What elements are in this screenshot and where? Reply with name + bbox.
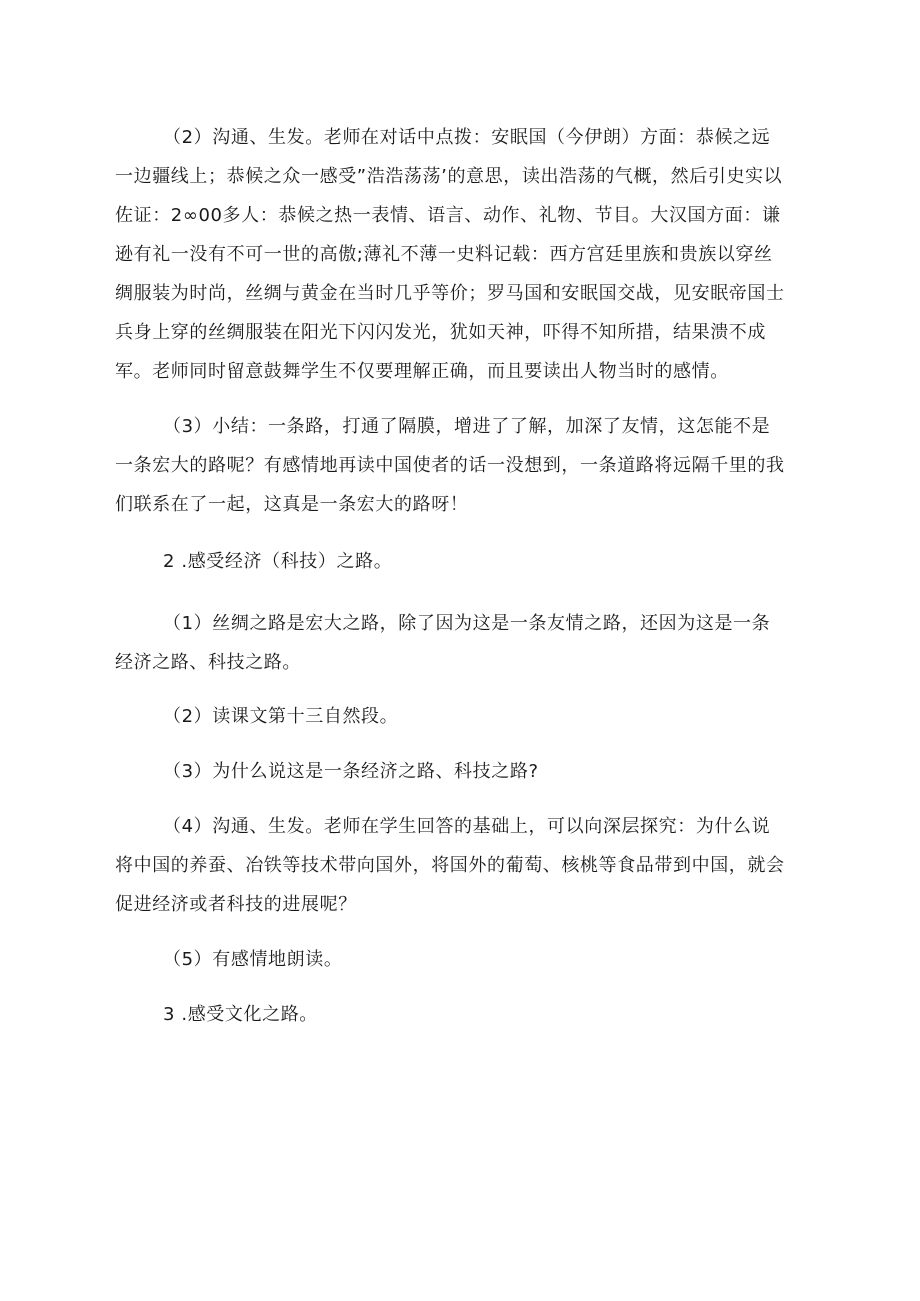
heading-economic-road: 2 .感受经济（科技）之路。 [163,551,393,572]
paragraph-diplomacy-dialogue: （2）沟通、生发。老师在对话中点拨：安眠国（今伊朗）方面：恭候之远一边疆线上；恭候之众一感受”浩浩荡荡’的意思，读出浩荡的气概，然后引史实以佐证：2∞00多人：恭候之热一表情、语言、动作、礼物、节目。大汉国方面：谦逊有礼一没有不可一世的高傲;薄礼不薄一史料记载：西方宫廷里族和贵族以穿丝绸服装为时尚，丝绸与黄金在当时几乎等价；罗马国和安眠国交战，见安眠帝国士兵身上穿的丝绸服装在阳光下闪闪发光，犹如天神，吓得不知所措，结果溃不成军。老师同时留意鼓舞学生不仅要理解正确，而且要读出人物当时的感情。 [115,127,785,382]
paragraph-economic-1: （1）丝绸之路是宏大之路，除了因为这是一条友情之路，还因为这是一条经济之路、科技之路。 [115,613,771,673]
heading-culture-road: 3 .感受文化之路。 [163,1004,318,1025]
paragraph-economic-2: （2）读课文第十三自然段。 [163,706,399,727]
document-body [115,118,787,1034]
paragraph-economic-3: （3）为什么说这是一条经济之路、科技之路? [163,761,539,782]
paragraph-economic-4: （4）沟通、生发。老师在学生回答的基础上，可以向深层探究：为什么说将中国的养蚕、冶铁等技术带向国外，将国外的葡萄、核桃等食品带到中国，就会促进经济或者科技的进展呢？ [115,816,785,915]
paragraph-economic-5: （5）有感情地朗读。 [163,949,343,970]
paragraph-summary: （3）小结：一条路，打通了隔膜，增进了了解，加深了友情，这怎能不是一条宏大的路呢？有感情地再读中国使者的话一没想到，一条道路将远隔千里的我们联系在了一起，这真是一条宏大的路呀！ [115,416,785,515]
